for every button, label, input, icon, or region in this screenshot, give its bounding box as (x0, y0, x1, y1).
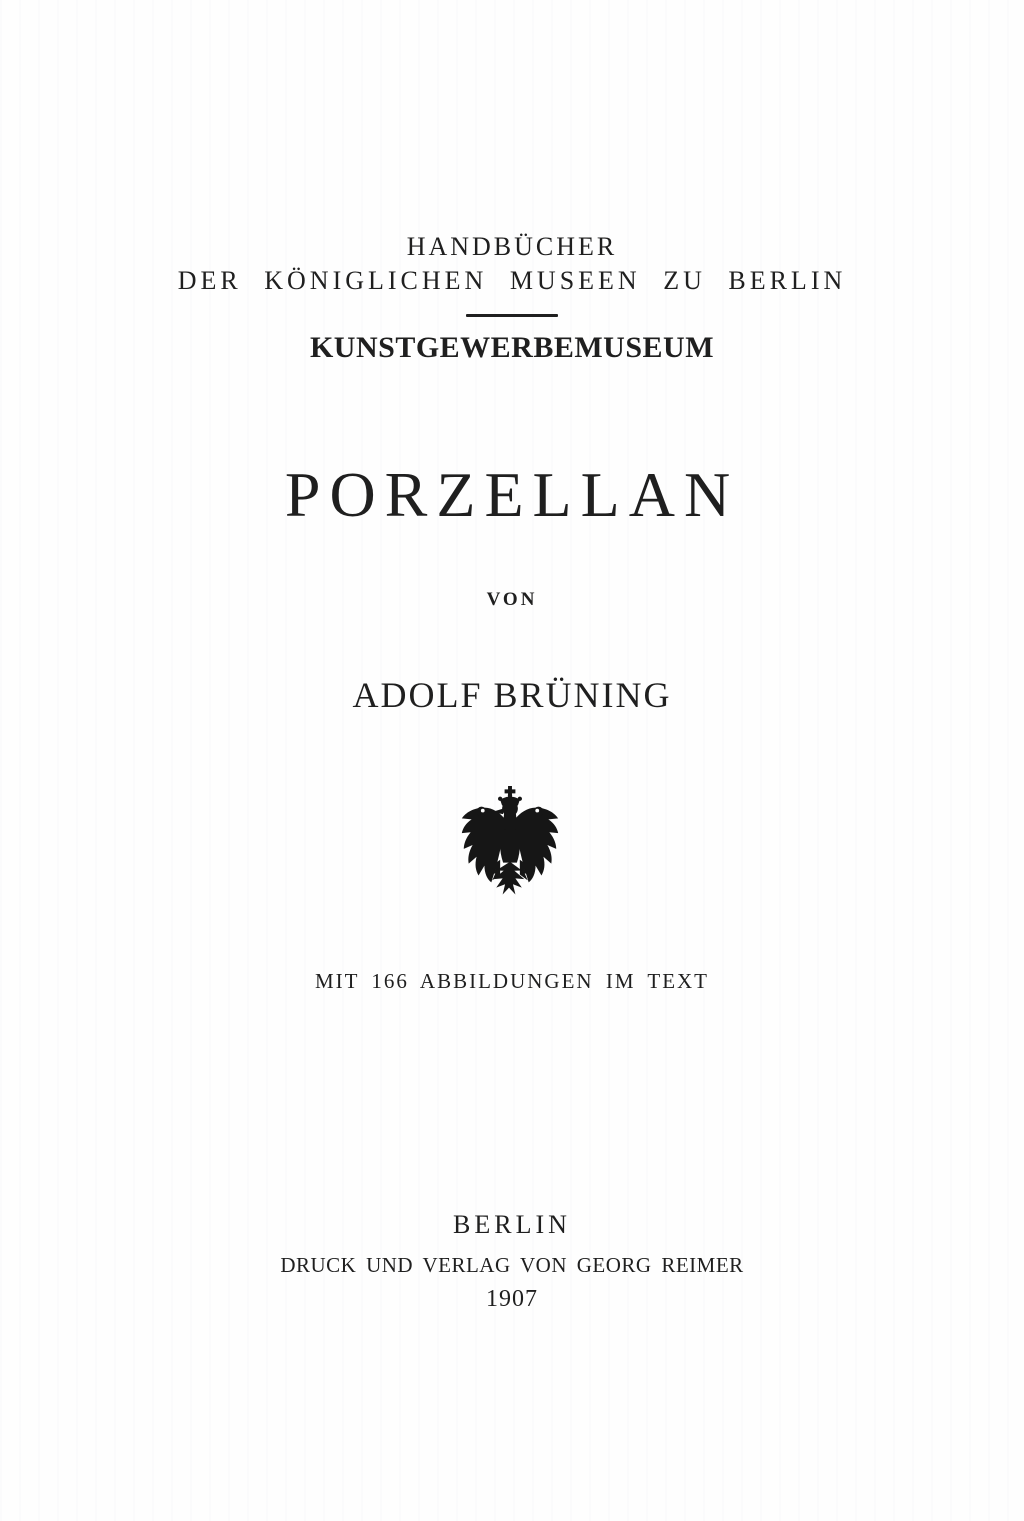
prussian-eagle-icon (458, 785, 562, 903)
imprint-city: BERLIN (453, 1210, 571, 1239)
museum-name: KUNSTGEWERBEMUSEUM (309, 331, 715, 364)
divider-rule (466, 314, 558, 317)
imprint-year: 1907 (486, 1286, 538, 1312)
illustrations-note: MIT 166 ABBILDUNGEN IM TEXT (314, 969, 710, 993)
series-title-line1: HANDBÜCHER (406, 232, 618, 261)
author-name: ADOLF BRÜNING (352, 675, 672, 715)
series-title-line2: DER KÖNIGLICHEN MUSEEN ZU BERLIN (177, 266, 847, 295)
imprint-publisher: DRUCK UND VERLAG VON GEORG REIMER (280, 1253, 744, 1277)
book-title: PORZELLAN (284, 459, 740, 530)
byline-von: VON (486, 589, 538, 610)
